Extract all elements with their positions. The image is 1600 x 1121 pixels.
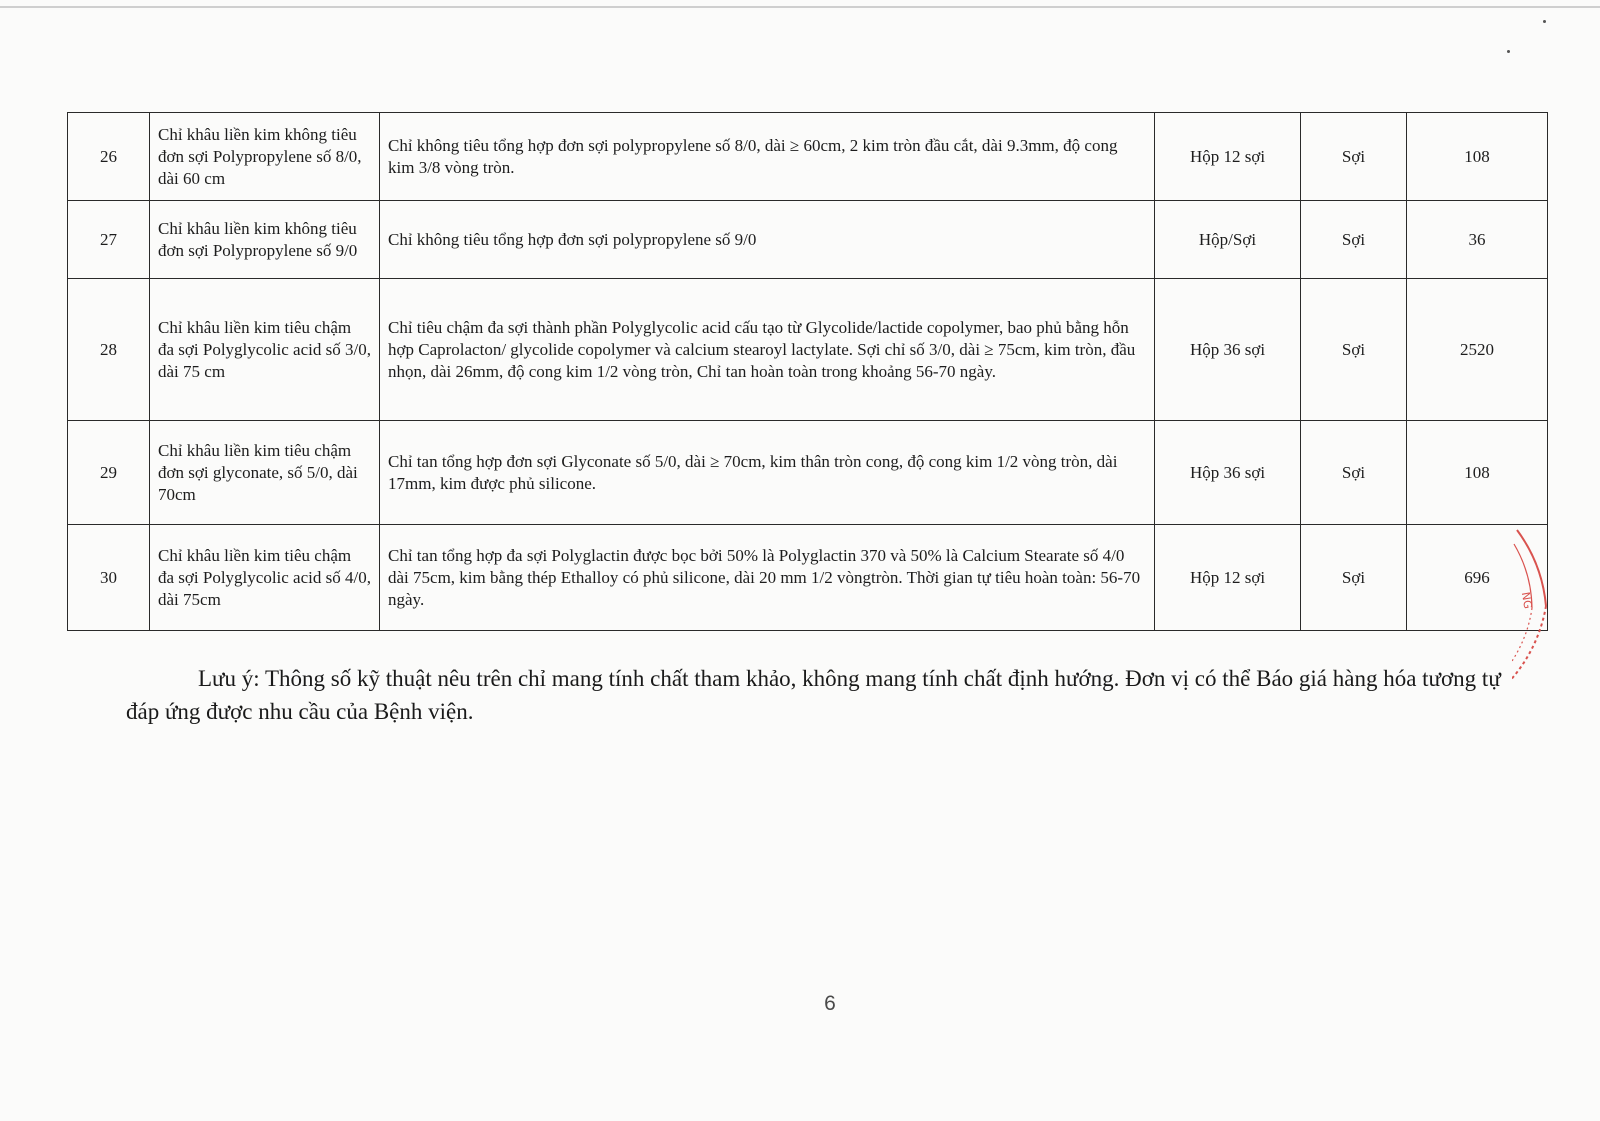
- technical-spec: Chỉ không tiêu tổng hợp đơn sợi polypropylene số 8/0, dài ≥ 60cm, 2 kim tròn đầu cắt, dài 9.3mm, độ cong kim 3/8 vòng tròn.: [380, 113, 1155, 201]
- scan-speck: [1507, 50, 1510, 53]
- table-row: [68, 201, 1548, 279]
- red-seal-stamp: [1512, 528, 1584, 688]
- row-number: 29: [68, 421, 150, 525]
- packaging: Hộp 36 sợi: [1155, 279, 1301, 421]
- unit: Sợi: [1301, 201, 1407, 279]
- page-number: 6: [824, 992, 836, 1015]
- technical-spec: Chỉ không tiêu tổng hợp đơn sợi polypropylene số 9/0: [380, 201, 1155, 279]
- table-row: [68, 279, 1548, 421]
- technical-spec: Chỉ tiêu chậm đa sợi thành phần Polyglycolic acid cấu tạo từ Glycolide/lactide copolymer, bao phủ bằng hỗn hợp Caprolacton/ glycolide copolymer và calcium stearoyl lactylate. Sợi chỉ số 3/0, dài ≥ 75cm, kim tròn, đầu nhọn, dài 26mm, độ cong kim 1/2 vòng tròn, Chỉ tan hoàn toàn trong khoảng 56-70 ngày.: [380, 279, 1155, 421]
- technical-spec: Chỉ tan tổng hợp đa sợi Polyglactin được bọc bởi 50% là Polyglactin 370 và 50% là Calcium Stearate số 4/0 dài 75cm, kim bằng thép Ethalloy có phủ silicone, dài 20 mm 1/2 vòngtròn. Thời gian tự tiêu hoàn toàn: 56-70 ngày.: [380, 525, 1155, 631]
- table-row: [68, 525, 1548, 631]
- product-name: Chỉ khâu liền kim không tiêu đơn sợi Polypropylene số 8/0, dài 60 cm: [150, 113, 380, 201]
- unit: Sợi: [1301, 113, 1407, 201]
- quantity: 36: [1407, 201, 1548, 279]
- quantity: 2520: [1407, 279, 1548, 421]
- packaging: Hộp 12 sợi: [1155, 113, 1301, 201]
- quantity: 696: [1407, 525, 1548, 631]
- row-number: 28: [68, 279, 150, 421]
- product-name: Chỉ khâu liền kim tiêu chậm đa sợi Polyglycolic acid số 3/0, dài 75 cm: [150, 279, 380, 421]
- unit: Sợi: [1301, 525, 1407, 631]
- product-name: Chỉ khâu liền kim không tiêu đơn sợi Polypropylene số 9/0: [150, 201, 380, 279]
- technical-spec: Chỉ tan tổng hợp đơn sợi Glyconate số 5/0, dài ≥ 70cm, kim thân tròn cong, độ cong kim 1/2 vòng tròn, dài 17mm, kim được phủ silicone.: [380, 421, 1155, 525]
- table-row: [68, 113, 1548, 201]
- packaging: Hộp 36 sợi: [1155, 421, 1301, 525]
- unit: Sợi: [1301, 279, 1407, 421]
- product-name: Chỉ khâu liền kim tiêu chậm đa sợi Polyglycolic acid số 4/0, dài 75cm: [150, 525, 380, 631]
- product-name: Chỉ khâu liền kim tiêu chậm đơn sợi glyconate, số 5/0, dài 70cm: [150, 421, 380, 525]
- row-number: 26: [68, 113, 150, 201]
- unit: Sợi: [1301, 421, 1407, 525]
- scan-top-border: [0, 6, 1600, 8]
- stamp-text: NG: [1518, 590, 1535, 610]
- reference-note: Lưu ý: Thông số kỹ thuật nêu trên chỉ mang tính chất tham khảo, không mang tính chất định hướng. Đơn vị có thể Báo giá hàng hóa tương tự đáp ứng được nhu cầu của Bệnh viện.: [126, 666, 1501, 724]
- row-number: 27: [68, 201, 150, 279]
- packaging: Hộp/Sợi: [1155, 201, 1301, 279]
- specification-table: [67, 112, 1548, 631]
- row-number: 30: [68, 525, 150, 631]
- quantity: 108: [1407, 113, 1548, 201]
- quantity: 108: [1407, 421, 1548, 525]
- packaging: Hộp 12 sợi: [1155, 525, 1301, 631]
- table-row: [68, 421, 1548, 525]
- scan-speck: [1543, 20, 1546, 23]
